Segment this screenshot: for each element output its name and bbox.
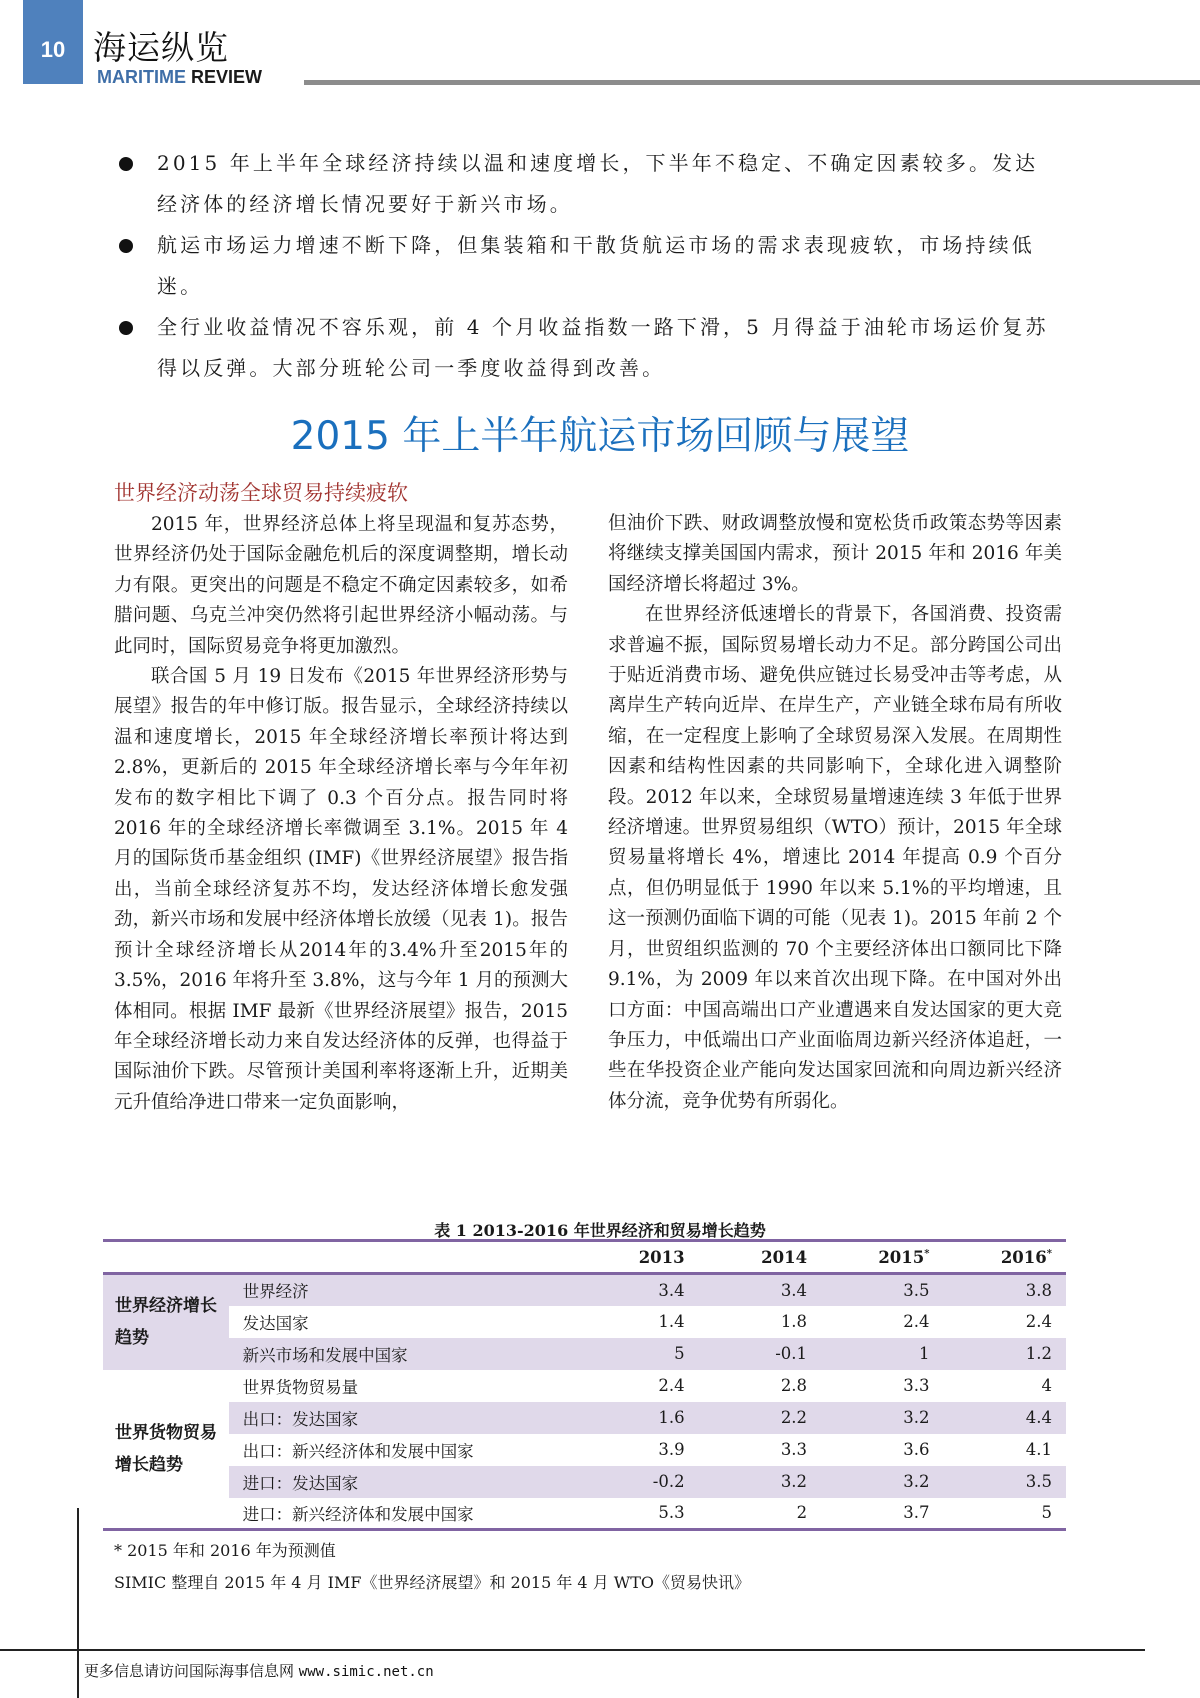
bullet-item <box>114 307 1059 389</box>
row-label: 出口：新兴经济体和发展中国家 <box>242 1441 474 1461</box>
table-row <box>103 1434 1066 1466</box>
year-label: 2015 <box>878 1247 925 1267</box>
table-cell-value: 3.7 <box>903 1503 930 1523</box>
bullet-item <box>114 143 1059 225</box>
subtitle-review: REVIEW <box>191 67 263 87</box>
bullet-dot-icon <box>119 157 133 171</box>
year-label: 2016 <box>1000 1247 1047 1267</box>
table-cell-value: 3.6 <box>903 1440 930 1459</box>
table-cell-value: 3.9 <box>658 1440 685 1459</box>
table-cell-value: 2.2 <box>699 1402 821 1434</box>
header-rule <box>304 80 1200 85</box>
row-label: 进口：发达国家 <box>229 1466 577 1498</box>
page-number-box <box>23 0 83 84</box>
paragraph: 2015 年，世界经济总体上将呈现温和复苏态势，世界经济仍处于国际金融危机后的深度调整期，增长动力有限。更突出的问题是不稳定不确定因素较多，如希腊问题、乌克兰冲突仍然将引起世界经济小幅动荡。与此同时，国际贸易竞争将更加激烈。 <box>114 514 568 657</box>
table-cell-value: 3.4 <box>699 1274 821 1306</box>
table-cell-value: 3.2 <box>821 1402 943 1434</box>
table-header-row <box>103 1241 1066 1274</box>
paragraph: 联合国 5 月 19 日发布《2015 年世界经济形势与展望》报告的年中修订版。报告显示，全球经济持续以温和速度增长，2015 年全球经济增长率预计将达到 2.8%，更新后的 2015 年全球经济增长率与今年年初发布的数字相比下调了 0.3 个百分点。报告同时将 2016 年的全球经济增长率微调至 3.1%。2015 年 4 月的国际货币基金组织 (IMF)《世界经济展望》报告指出，当前全球经济复苏不均，发达经济体增长愈发强劲，新兴市场和发展中经济体增长放缓（见表 1)。报告预计全球经济增长从2014年的3.4%升至2015年的3.5%，2016 年将升至 3.8%，这与今年 1 月的预测大体相同。根据 IMF 最新《世界经济展望》报告，2015 年全球经济增长动力来自发达经济体的反弹，也得益于国际油价下跌。尽管预计美国利率将逐渐上升，近期美元升值给净进口带来一定负面影响， <box>114 666 568 1113</box>
table-notes <box>114 1535 750 1599</box>
row-label: 新兴市场和发展中国家 <box>229 1338 577 1370</box>
table-row <box>103 1306 1066 1338</box>
magazine-subtitle <box>97 67 262 88</box>
left-column <box>114 478 568 1118</box>
table-cell-value: 5 <box>1041 1503 1052 1523</box>
table-cell-value: -0.2 <box>576 1466 698 1498</box>
table-cell-value: 3.2 <box>699 1466 821 1498</box>
table-cell-value: 4.4 <box>944 1402 1067 1434</box>
paragraph: 在世界经济低速增长的背景下，各国消费、投资需求普遍不振，国际贸易增长动力不足。部分跨国公司出于贴近消费市场、避免供应链过长易受冲击等考虑，从离岸生产转向近岸、在岸生产，产业链全球布局有所收缩，在一定程度上影响了全球贸易深入发展。在周期性因素和结构性因素的共同影响下，全球化进入调整阶段。2012 年以来，全球贸易量增速连续 3 年低于世界经济增速。世界贸易组织（WTO）预计，2015 年全球贸易量将增长 4%，增速比 2014 年提高 0.9 个百分点，但仍明显低于 1990 年以来 5.1%的平均增速，且这一预测仍面临下调的可能（见表 1)。2015 年前 2 个月，世贸组织监测的 70 个主要经济体出口额同比下降 9.1%，为 2009 年以来首次出现下降。在中国对外出口方面：中国高端出口产业遭遇来自发达国家的更大竞争压力，中低端出口产业面临周边新兴经济体追赶，一些在华投资企业产能向发达国家回流和向周边新兴经济体分流，竞争优势有所弱化。 <box>608 604 1062 1112</box>
row-label: 世界货物贸易量 <box>242 1377 359 1397</box>
margin-rule <box>77 1508 79 1698</box>
forecast-mark: * <box>1046 1248 1052 1259</box>
table-cell-value: 1.8 <box>780 1312 808 1331</box>
table-cell-value: 2.8 <box>780 1376 808 1395</box>
table-row <box>103 1466 1066 1498</box>
table-row <box>103 1338 1066 1370</box>
footer-url[interactable]: www.simic.net.cn <box>298 1664 434 1680</box>
table-cell-value: 3.3 <box>903 1376 930 1395</box>
row-label: 进口：新兴经济体和发展中国家 <box>242 1504 474 1524</box>
header-blank <box>229 1241 577 1274</box>
table-cell-value: 3.2 <box>821 1466 943 1498</box>
data-table <box>103 1239 1066 1531</box>
table-cell-value: 3.8 <box>944 1274 1067 1306</box>
table-cell-value: 3.4 <box>576 1274 698 1306</box>
table-cell-value: -0.1 <box>699 1338 821 1370</box>
table-cell-value: 1.4 <box>658 1312 685 1331</box>
article-title: 2015 年上半年航运市场回顾与展望 <box>290 414 910 459</box>
row-label: 世界经济 <box>229 1274 577 1306</box>
table-cell-value: 2.4 <box>1025 1312 1052 1331</box>
table-cell-value: 1.6 <box>576 1402 698 1434</box>
section-heading: 世界经济动荡全球贸易持续疲软 <box>114 481 408 505</box>
year-label: 2014 <box>761 1247 808 1267</box>
table-row <box>103 1498 1066 1530</box>
header-year <box>699 1241 821 1274</box>
bullet-text: 2015 年上半年全球经济持续以温和速度增长，下半年不稳定、不确定因素较多。发达经济体的经济增长情况要好于新兴市场。 <box>157 151 1039 216</box>
magazine-title: 海运纵览 <box>93 28 229 67</box>
bullet-text: 航运市场运力增速不断下降，但集装箱和干散货航运市场的需求表现疲软，市场持续低迷。 <box>157 233 1035 298</box>
paragraph: 但油价下跌、财政调整放慢和宽松货币政策态势等因素将继续支撑美国国内需求，预计 2015 年和 2016 年美国经济增长将超过 3%。 <box>608 513 1062 595</box>
table-cell-value: 3.3 <box>780 1440 808 1459</box>
row-label: 出口：发达国家 <box>229 1402 577 1434</box>
bullet-item <box>114 225 1059 307</box>
table-cell-value: 1 <box>821 1338 943 1370</box>
forecast-mark: * <box>924 1248 930 1259</box>
table-cell-value: 2 <box>796 1503 808 1523</box>
table-cell-value: 2.4 <box>903 1312 930 1331</box>
header-year <box>821 1241 943 1274</box>
table-cell-value: 4 <box>1041 1376 1052 1395</box>
row-label: 发达国家 <box>242 1313 309 1333</box>
table-caption: 表 1 2013-2016 年世界经济和贸易增长趋势 <box>434 1221 766 1240</box>
footer <box>84 1660 434 1681</box>
year-label: 2013 <box>638 1247 685 1267</box>
table-cell-value: 1.2 <box>944 1338 1067 1370</box>
page-number: 10 <box>40 37 66 62</box>
table-row <box>103 1274 1066 1306</box>
right-column <box>608 509 1062 1117</box>
table-cell-value: 3.5 <box>944 1466 1067 1498</box>
source-note: SIMIC 整理自 2015 年 4 月 IMF《世界经济展望》和 2015 年 4 月 WTO《贸易快讯》 <box>114 1573 751 1592</box>
footer-text: 更多信息请访问国际海事信息网 <box>84 1662 295 1680</box>
subtitle-maritime: MARITIME <box>97 67 186 87</box>
row-group-label: 世界经济增长趋势 <box>103 1274 229 1370</box>
growth-table <box>103 1239 1066 1531</box>
table-row <box>103 1370 1066 1402</box>
bullet-text: 全行业收益情况不容乐观，前 4 个月收益指数一路下滑，5 月得益于油轮市场运价复苏得以反弹。大部分班轮公司一季度收益得到改善。 <box>157 315 1049 380</box>
footer-rule <box>0 1649 1145 1651</box>
table-cell-value: 5 <box>576 1338 698 1370</box>
table-cell-value: 4.1 <box>1025 1440 1052 1459</box>
table-cell-value: 3.5 <box>821 1274 943 1306</box>
header-blank <box>103 1241 229 1274</box>
summary-bullets <box>114 143 1059 389</box>
forecast-note: * 2015 年和 2016 年为预测值 <box>114 1541 336 1560</box>
header-year <box>576 1241 698 1274</box>
table-row <box>103 1402 1066 1434</box>
header-year <box>944 1241 1067 1274</box>
table-cell-value: 2.4 <box>658 1376 685 1395</box>
bullet-dot-icon <box>119 239 133 253</box>
table-cell-value: 5.3 <box>658 1503 685 1523</box>
row-group-label: 世界货物贸易增长趋势 <box>115 1422 217 1475</box>
bullet-dot-icon <box>119 321 133 335</box>
